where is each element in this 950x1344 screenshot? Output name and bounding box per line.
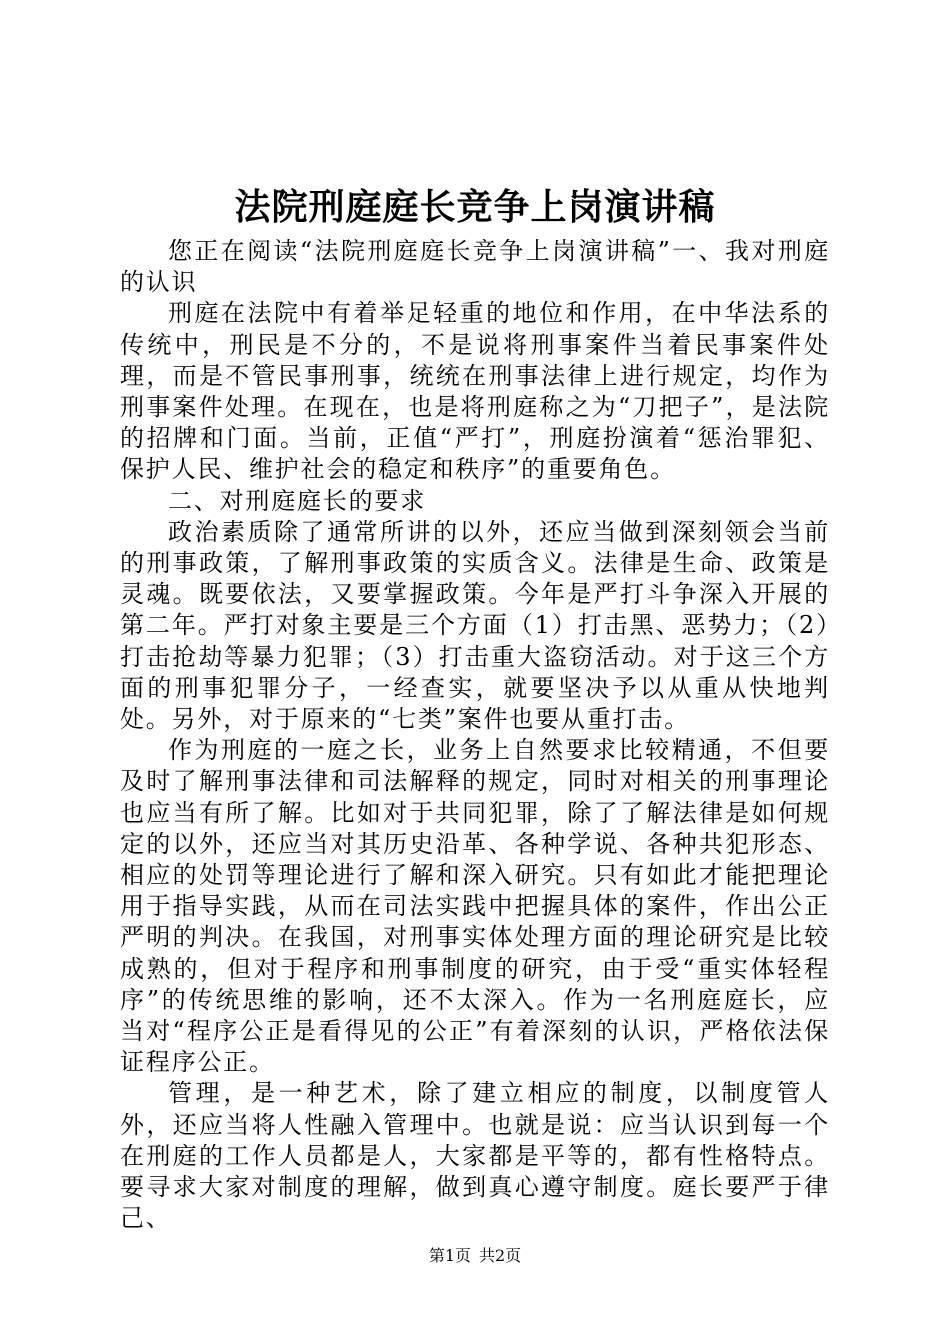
- page-number: 第1页: [428, 1246, 471, 1265]
- paragraph-professional-skill: 作为刑庭的一庭之长，业务上自然要求比较精通，不但要及时了解刑事法律和司法解释的规定，同时对相关的刑事理论也应当有所了解。比如对于共同犯罪，除了了解法律是如何规定的以外，还应当对其历史沿革、各种学说、各种共犯形态、相应的处罚等理论进行了解和深入研究。只有如此才能把理论用于指导实践，从而在司法实践中把握具体的案件，作出公正严明的判决。在我国，对刑事实体处理方面的理论研究是比较成熟的，但对于程序和刑事制度的研究，由于受“重实体轻程序”的传统思维的影响，还不太深入。作为一名刑庭庭长，应当对“程序公正是看得见的公正”有着深刻的认识，严格依法保证程序公正。: [120, 736, 830, 1077]
- document-title: 法院刑庭庭长竞争上岗演讲稿: [234, 186, 716, 228]
- paragraph-political-quality: 政治素质除了通常所讲的以外，还应当做到深刻领会当前的刑事政策，了解刑事政策的实质含义。法律是生命、政策是灵魂。既要依法，又要掌握政策。今年是严打斗争深入开展的第二年。严打对象主要是三个方面（1）打击黑、恶势力；（2）打击抢劫等暴力犯罪；（3）打击重大盗窃活动。对于这三个方面的刑事犯罪分子，一经查实，就要坚决予以从重从快地判处。另外，对于原来的“七类”案件也要从重打击。: [120, 517, 830, 734]
- page-total: 共2页: [479, 1246, 522, 1265]
- paragraph-role-of-criminal-court: 刑庭在法院中有着举足轻重的地位和作用，在中华法系的传统中，刑民是不分的，不是说将刑事案件当着民事案件处理，而是不管民事刑事，统统在刑事法律上进行规定，均作为刑事案件处理。在现在，也是将刑庭称之为“刀把子”，是法院的招牌和门面。当前，正值“严打”，刑庭扮演着“惩治罪犯、保护人民、维护社会的稳定和秩序”的重要角色。: [120, 299, 830, 484]
- page-footer: [0, 1245, 950, 1267]
- document-body: [120, 236, 830, 1235]
- paragraph-management: 管理，是一种艺术，除了建立相应的制度，以制度管人外，还应当将人性融入管理中。也就是说：应当认识到每一个在刑庭的工作人员都是人，大家都是平等的，都有性格特点。要寻求大家对制度的理解，做到真心遵守制度。庭长要严于律己、: [120, 1079, 830, 1233]
- section-heading-requirements: 二、对刑庭庭长的要求: [168, 486, 426, 515]
- paragraph-intro: 您正在阅读“法院刑庭庭长竞争上岗演讲稿”一、我对刑庭的认识: [120, 237, 830, 297]
